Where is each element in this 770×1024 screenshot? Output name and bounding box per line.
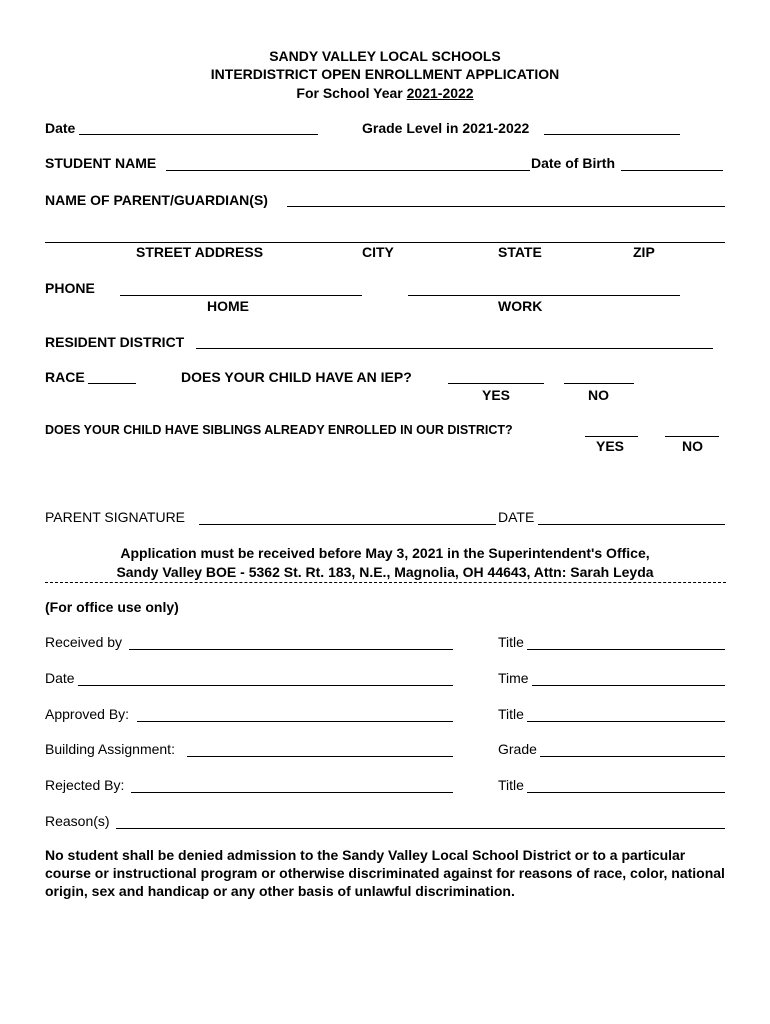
school-name: SANDY VALLEY LOCAL SCHOOLS [269,48,501,64]
parent-signature-field[interactable] [199,507,496,525]
work-label: WORK [498,298,543,314]
school-year-value: 2021-2022 [406,85,474,101]
street-address-label: STREET ADDRESS [136,244,264,260]
date-field[interactable] [79,117,318,135]
office-date-field[interactable] [78,668,453,686]
resident-district-label: RESIDENT DISTRICT [45,334,185,350]
approved-by-label: Approved By: [45,706,130,722]
parent-guardian-field[interactable] [287,189,725,207]
iep-no-label: NO [588,387,609,403]
title-3-field[interactable] [527,775,725,793]
building-assignment-field[interactable] [187,739,453,757]
iep-yes-field[interactable] [448,366,544,384]
rejected-by-field[interactable] [131,775,453,793]
grade-level-field[interactable] [544,117,680,135]
approved-by-field[interactable] [137,704,453,722]
reasons-label: Reason(s) [45,813,110,829]
parent-guardian-label: NAME OF PARENT/GUARDIAN(S) [45,192,268,208]
iep-question: DOES YOUR CHILD HAVE AN IEP? [181,369,412,385]
form-title: INTERDISTRICT OPEN ENROLLMENT APPLICATION [210,66,560,82]
work-phone-field[interactable] [408,278,680,296]
city-label: CITY [362,244,394,260]
building-assignment-label: Building Assignment: [45,741,175,757]
state-label: STATE [498,244,542,260]
school-year [0,84,770,102]
office-date-label: Date [45,670,75,686]
zip-label: ZIP [633,244,655,260]
title-2-field[interactable] [527,704,725,722]
siblings-no-field[interactable] [665,419,719,437]
grade-field[interactable] [540,739,725,757]
date-label: Date [45,120,76,136]
time-label: Time [498,670,529,686]
student-name-label: STUDENT NAME [45,155,157,171]
title-1-label: Title [498,634,524,650]
office-divider [45,582,726,583]
dob-label: Date of Birth [531,155,615,171]
signature-date-field[interactable] [538,507,725,525]
home-phone-field[interactable] [120,278,362,296]
received-by-field[interactable] [129,632,453,650]
dob-field[interactable] [621,153,723,171]
signature-date-label: DATE [498,509,535,525]
title-1-field[interactable] [527,632,725,650]
race-label: RACE [45,369,85,385]
home-label: HOME [207,298,249,314]
time-field[interactable] [532,668,725,686]
resident-district-field[interactable] [196,331,713,349]
office-use-heading: (For office use only) [45,599,179,615]
submission-deadline: Application must be received before May 3, 2021 in the Superintendent's Office, [120,545,650,561]
submission-address: Sandy Valley BOE - 5362 St. Rt. 183, N.E., Magnolia, OH 44643, Attn: Sarah Leyda [116,564,654,580]
school-year-prefix: For School Year [296,85,407,101]
iep-no-field[interactable] [564,366,634,384]
title-3-label: Title [498,777,524,793]
grade-level-label: Grade Level in 2021-2022 [362,120,530,136]
siblings-yes-field[interactable] [585,419,638,437]
iep-yes-label: YES [482,387,511,403]
grade-label: Grade [498,741,537,757]
siblings-no-label: NO [682,438,703,454]
siblings-question: DOES YOUR CHILD HAVE SIBLINGS ALREADY ENROLLED IN OUR DISTRICT? [45,423,513,437]
race-field[interactable] [88,366,136,384]
received-by-label: Received by [45,634,123,650]
parent-signature-label: PARENT SIGNATURE [45,509,186,525]
phone-label: PHONE [45,280,95,296]
address-field[interactable] [45,225,725,243]
rejected-by-label: Rejected By: [45,777,125,793]
title-2-label: Title [498,706,524,722]
siblings-yes-label: YES [596,438,625,454]
reasons-field[interactable] [116,811,725,829]
student-name-field[interactable] [166,153,530,171]
non-discrimination-notice: No student shall be denied admission to the Sandy Valley Local School District or to a particular course or instructional program or otherwise discriminated against for reasons of race, color, national origin, sex and handicap or any other basis of unlawful discrimination. [45,847,725,899]
